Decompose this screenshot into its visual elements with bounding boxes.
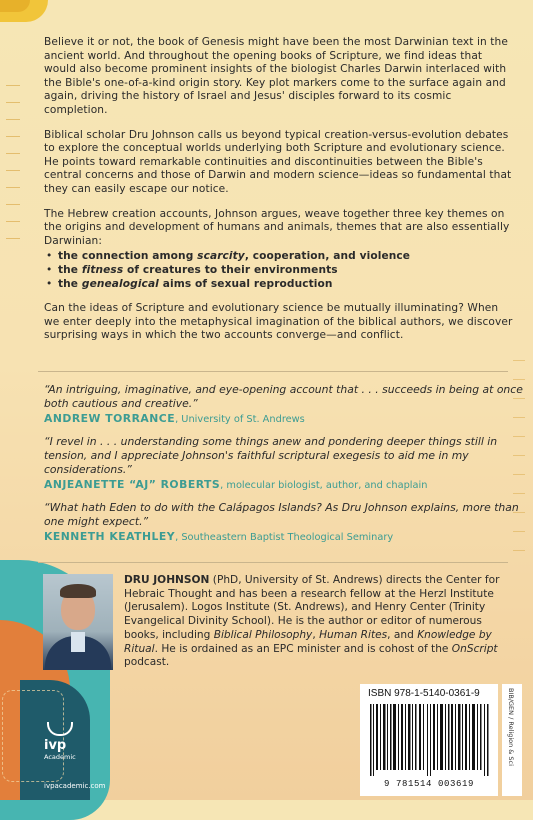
description-paragraph-3: The Hebrew creation accounts, Johnson argues, weave together three key themes on the origins and development of humans and animals, themes that are also essentially Darwinian: [44, 207, 510, 247]
endorsement-quote: “An intriguing, imaginative, and eye-opening account that . . . succeeds in being at once both cautious and creative.” [44, 383, 523, 410]
author-photo [43, 574, 113, 670]
endorsements [44, 383, 524, 553]
bisac-category: BIB/GEN / Religion & Sci [507, 688, 515, 766]
barcode-number: 9 781514 003619 [383, 779, 474, 789]
endorser-affiliation: , molecular biologist, author, and chaplain [220, 480, 428, 491]
divider-top [38, 371, 508, 372]
ivp-logo-icon [44, 722, 74, 761]
book-description [44, 36, 514, 354]
theme-item: • the genealogical aims of sexual reproduction [58, 278, 514, 292]
endorsement [44, 383, 524, 427]
author-bio: DRU JOHNSON (PhD, University of St. Andrews) directs the Center for Hebraic Thought and has been a research fellow at the Herzl Institute (Jerusalem). Logos Institute (St. Andrews), and Henry Center (Trinity Evangelical Divinity School). He is the author or editor of numerous books, including Biblical Philosophy, Human Rites, and Knowledge by Ritual. He is ordained as an EPC minister and is cohost of the OnScript podcast. [124, 574, 500, 669]
endorser-name: ANJEANETTE “AJ” ROBERTS [44, 478, 221, 491]
theme-item: • the fitness of creatures to their environments [58, 264, 514, 278]
endorser-affiliation: , Southeastern Baptist Theological Seminary [175, 532, 394, 543]
publisher-imprint: Academic [44, 753, 76, 761]
endorsement [44, 501, 524, 545]
barcode-box [360, 684, 498, 796]
theme-item: • the connection among scarcity, cooperation, and violence [58, 250, 514, 264]
endorser-affiliation: , University of St. Andrews [175, 414, 305, 425]
decorative-tick-marks [6, 85, 20, 255]
description-paragraph-1: Believe it or not, the book of Genesis might have been the most Darwinian text in the ancient world. And throughout the opening books of Scripture, we find ideas that would also become prominent insights of the biologist Charles Darwin interlaced with the Bible's one-of-a-kind origin story. Key plot markers come to the surface again and again, driving the history of Israel and Jesus' disciples forward to its cosmic completion. [44, 36, 508, 116]
description-paragraph-2: Biblical scholar Dru Johnson calls us beyond typical creation-versus-evolution debates to explore the conceptual worlds underlying both Scripture and evolutionary science. He points toward remarkable continuities and discontinuities between the Bible's central concerns and those of Darwin and modern science—ideas so fundamental that they can easily escape our notice. [44, 128, 512, 195]
themes-list [44, 250, 514, 291]
publisher-website: ivpacademic.com [44, 782, 106, 790]
divider-bottom [38, 562, 508, 563]
endorser-name: KENNETH KEATHLEY [44, 530, 176, 543]
bisac-box [502, 684, 522, 796]
publisher-logo-text: ivp [44, 738, 67, 753]
description-closing: Can the ideas of Scripture and evolutionary science be mutually illuminating? When we enter deeply into the metaphysical imagination of the biblical authors, we discover surprising ways in which the two accounts converge—and conflict. [44, 302, 513, 342]
author-name: DRU JOHNSON [124, 574, 210, 586]
isbn-label: ISBN 978-1-5140-0361-9 [368, 688, 480, 699]
endorsement-quote: “What hath Eden to do with the Calápagos Islands? As Dru Johnson explains, more than one might expect.” [44, 501, 519, 528]
barcode [368, 704, 490, 776]
endorsement-quote: “I revel in . . . understanding some things anew and pondering deeper things still in tension, and I appreciate Johnson's faithful scriptural exegesis to aid me in my considerations.” [44, 435, 498, 476]
endorsement [44, 435, 524, 493]
endorser-name: ANDREW TORRANCE [44, 412, 176, 425]
